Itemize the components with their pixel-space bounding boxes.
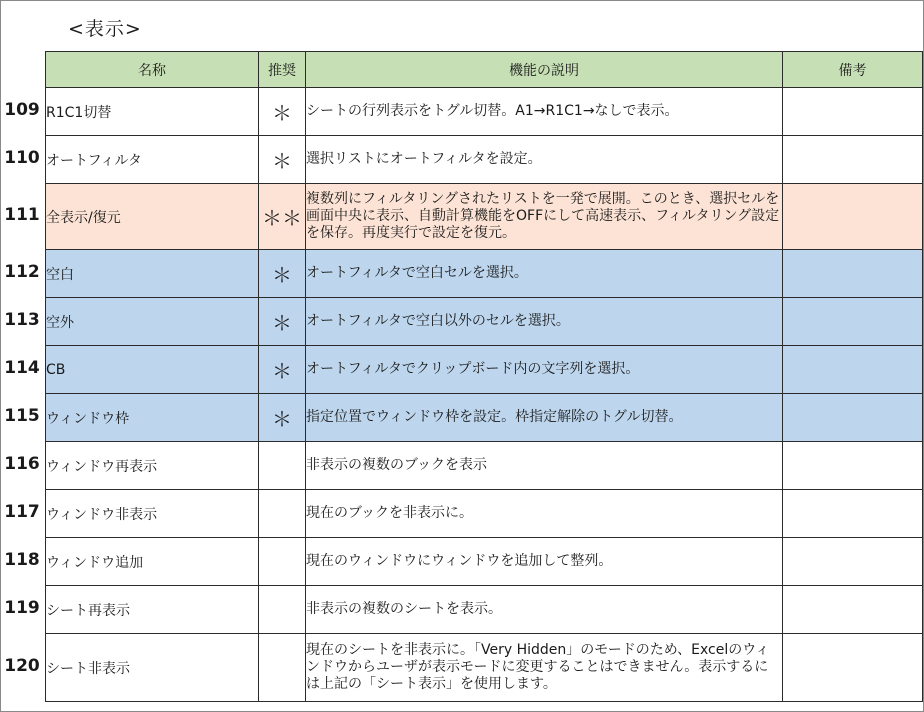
table-row (46, 88, 923, 136)
cell-recommended: ＊ (259, 298, 306, 346)
row-number: 117 (4, 502, 40, 522)
cell-recommended: ＊ (259, 346, 306, 394)
cell-description: オートフィルタで空白セルを選択。 (306, 250, 783, 298)
header-name: 名称 (46, 52, 259, 88)
row-number: 119 (4, 598, 40, 618)
row-number: 118 (4, 550, 40, 570)
table-row (46, 490, 923, 538)
table-row (46, 184, 923, 250)
cell-notes (783, 490, 923, 538)
cell-name: ウィンドウ追加 (46, 538, 259, 586)
cell-name: ウィンドウ非表示 (46, 490, 259, 538)
cell-name: シート非表示 (46, 634, 259, 702)
row-number: 111 (4, 205, 40, 225)
cell-notes (783, 184, 923, 250)
cell-description: 現在のシートを非表示に。「Very Hidden」のモードのため、Excelのウィンドウからユーザが表示モードに変更することはできません。表示するには上記の「シート表示」を使用します。 (306, 634, 783, 702)
table-row (46, 538, 923, 586)
row-number: 114 (4, 358, 40, 378)
cell-notes (783, 88, 923, 136)
cell-recommended: ＊＊ (259, 184, 306, 250)
table-row (46, 394, 923, 442)
row-number: 120 (4, 656, 40, 676)
cell-name: シート再表示 (46, 586, 259, 634)
cell-recommended (259, 490, 306, 538)
cell-notes (783, 346, 923, 394)
row-number: 116 (4, 454, 40, 474)
cell-description: オートフィルタで空白以外のセルを選択。 (306, 298, 783, 346)
cell-notes (783, 538, 923, 586)
cell-description: 選択リストにオートフィルタを設定。 (306, 136, 783, 184)
table-row (46, 442, 923, 490)
cell-recommended: ＊ (259, 250, 306, 298)
row-number: 112 (4, 262, 40, 282)
row-number: 113 (4, 310, 40, 330)
cell-notes (783, 298, 923, 346)
cell-name: オートフィルタ (46, 136, 259, 184)
cell-description: 現在のブックを非表示に。 (306, 490, 783, 538)
cell-notes (783, 250, 923, 298)
table-row (46, 586, 923, 634)
table-row (46, 298, 923, 346)
row-number: 110 (4, 148, 40, 168)
cell-description: 非表示の複数のブックを表示 (306, 442, 783, 490)
cell-name: 全表示/復元 (46, 184, 259, 250)
cell-notes (783, 442, 923, 490)
cell-name: ウィンドウ再表示 (46, 442, 259, 490)
cell-description: 非表示の複数のシートを表示。 (306, 586, 783, 634)
function-table (45, 51, 923, 702)
cell-recommended: ＊ (259, 394, 306, 442)
cell-description: 現在のウィンドウにウィンドウを追加して整列。 (306, 538, 783, 586)
header-recommended: 推奨 (259, 52, 306, 88)
cell-notes (783, 394, 923, 442)
cell-recommended (259, 634, 306, 702)
table-header-row (46, 52, 923, 88)
table-row (46, 346, 923, 394)
header-notes: 備考 (783, 52, 923, 88)
cell-name: CB (46, 346, 259, 394)
cell-recommended (259, 538, 306, 586)
table-row (46, 250, 923, 298)
cell-notes (783, 136, 923, 184)
cell-description: 複数列にフィルタリングされたリストを一発で展開。このとき、選択セルを画面中央に表示、自動計算機能をOFFにして高速表示、フィルタリング設定を保存。再度実行で設定を復元。 (306, 184, 783, 250)
cell-recommended (259, 442, 306, 490)
cell-name: ウィンドウ枠 (46, 394, 259, 442)
table-row (46, 634, 923, 702)
cell-recommended (259, 586, 306, 634)
cell-description: シートの行列表示をトグル切替。A1→R1C1→なしで表示。 (306, 88, 783, 136)
cell-description: 指定位置でウィンドウ枠を設定。枠指定解除のトグル切替。 (306, 394, 783, 442)
row-number: 109 (4, 100, 40, 120)
header-description: 機能の説明 (306, 52, 783, 88)
cell-name: 空外 (46, 298, 259, 346)
cell-name: R1C1切替 (46, 88, 259, 136)
cell-recommended: ＊ (259, 88, 306, 136)
cell-recommended: ＊ (259, 136, 306, 184)
table-row (46, 136, 923, 184)
cell-name: 空白 (46, 250, 259, 298)
cell-notes (783, 634, 923, 702)
section-title: <表示> (68, 18, 142, 40)
cell-description: オートフィルタでクリップボード内の文字列を選択。 (306, 346, 783, 394)
row-number: 115 (4, 406, 40, 426)
cell-notes (783, 586, 923, 634)
